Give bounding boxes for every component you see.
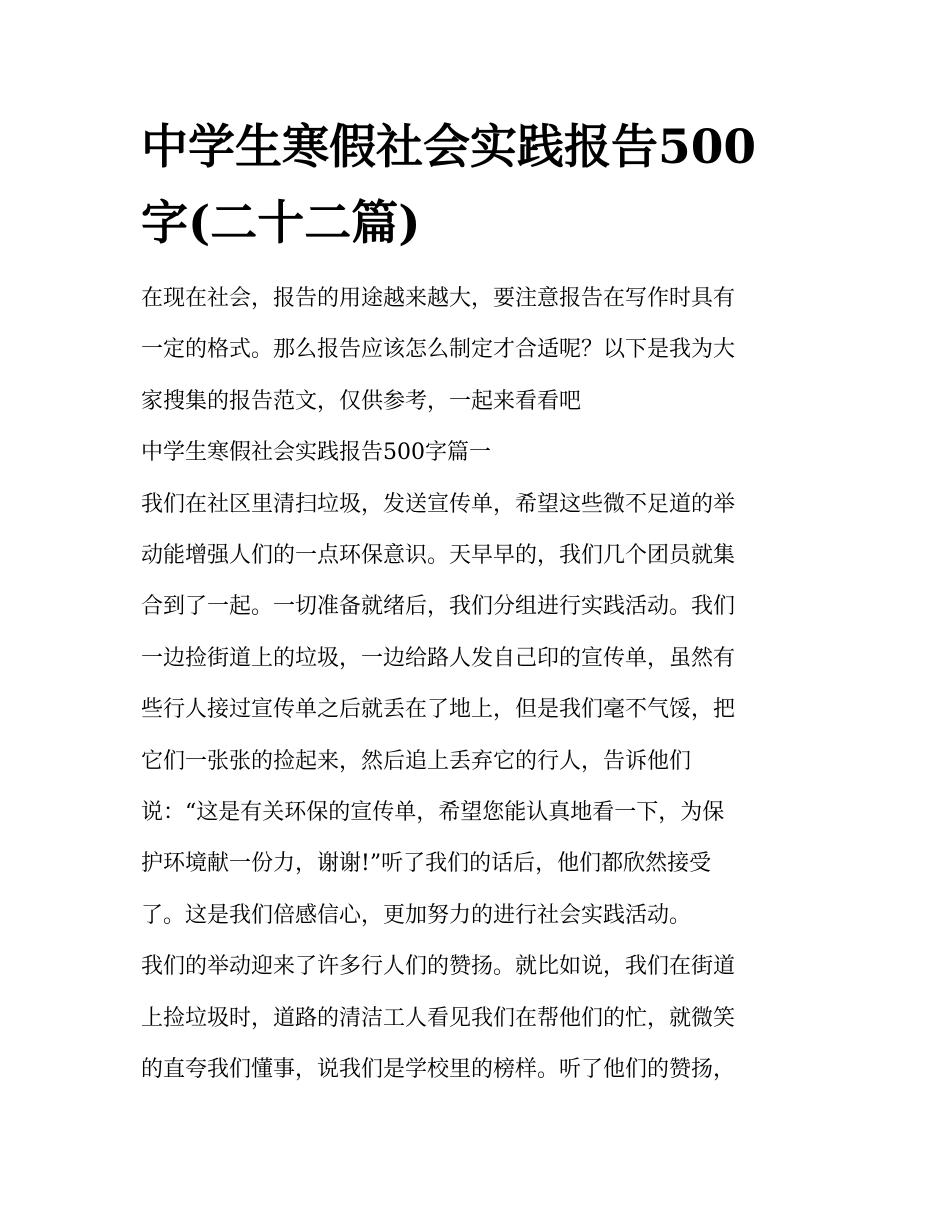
title-line: 中学生寒假社会实践报告500 bbox=[141, 120, 757, 175]
body-line: 了。这是我们倍感信心，更加努力的进行社会实践活动。 bbox=[141, 903, 692, 928]
body-line: 一定的格式。那么报告应该怎么制定才合适呢？以下是我为大 bbox=[141, 337, 736, 362]
body-line: 护环境献一份力，谢谢!”听了我们的话后，他们都欣然接受 bbox=[141, 851, 712, 876]
body-line: 在现在社会，报告的用途越来越大，要注意报告在写作时具有 bbox=[141, 286, 736, 311]
body-line: 动能增强人们的一点环保意识。天早早的，我们几个团员就集 bbox=[141, 543, 736, 568]
body-line: 中学生寒假社会实践报告500字篇一 bbox=[141, 440, 491, 465]
body-line: 我们在社区里清扫垃圾，发送宣传单，希望这些微不足道的举 bbox=[141, 492, 736, 517]
body-line: 上捡垃圾时，道路的清洁工人看见我们在帮他们的忙，就微笑 bbox=[141, 1006, 736, 1031]
body-line: 我们的举动迎来了许多行人们的赞扬。就比如说，我们在街道 bbox=[141, 954, 736, 979]
body-line: 的直夸我们懂事，说我们是学校里的榜样。听了他们的赞扬， bbox=[141, 1057, 736, 1082]
body-line: 它们一张张的捡起来，然后追上丢弃它的行人，告诉他们 bbox=[141, 749, 692, 774]
body-line: 一边捡街道上的垃圾，一边给路人发自己印的宣传单，虽然有 bbox=[141, 646, 736, 671]
body-line: 说：“这是有关环保的宣传单，希望您能认真地看一下，为保 bbox=[141, 800, 725, 825]
title-line: 字(二十二篇) bbox=[141, 196, 421, 251]
body-line: 合到了一起。一切准备就绪后，我们分组进行实践活动。我们 bbox=[141, 594, 736, 619]
body-line: 家搜集的报告范文，仅供参考，一起来看看吧 bbox=[141, 389, 582, 414]
body-line: 些行人接过宣传单之后就丢在了地上，但是我们毫不气馁，把 bbox=[141, 697, 736, 722]
